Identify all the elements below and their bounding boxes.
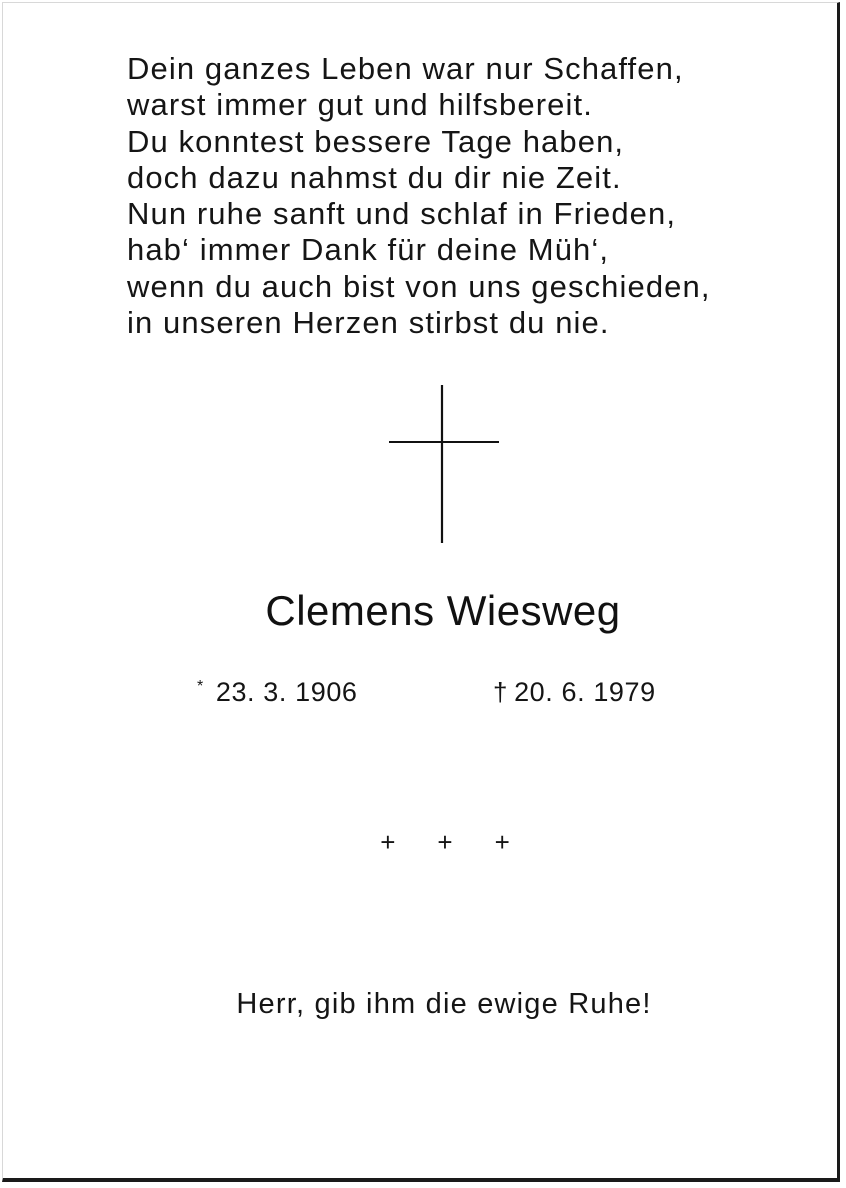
deceased-name: Clemens Wiesweg [265,587,621,634]
closing-prayer: Herr, gib ihm die ewige Ruhe! [236,988,652,1020]
separator-cross: + [437,827,453,857]
death-date-block [493,677,656,708]
poem-line: doch dazu nahmst du dir nie Zeit. [127,159,622,195]
latin-cross-icon [389,385,499,543]
death-symbol: † [493,677,509,707]
separator-cross: + [494,827,510,857]
birth-symbol: * [197,678,204,695]
poem-line: wenn du auch bist von uns geschieden, [127,268,711,304]
memorial-poem [127,51,711,341]
poem-line: in unseren Herzen stirbst du nie. [127,305,610,341]
poem-line: Du konntest bessere Tage haben, [127,123,625,159]
birth-date-block [197,677,358,708]
separator-crosses [3,827,846,858]
poem-line: hab‘ immer Dank für deine Müh‘, [127,232,610,268]
poem-line: warst immer gut und hilfsbereit. [127,87,593,123]
poem-line: Dein ganzes Leben war nur Schaffen, [127,51,684,86]
poem-line: Nun ruhe sanft und schlaf in Frieden, [127,196,677,232]
death-date: 20. 6. 1979 [514,677,656,707]
separator-cross: + [380,827,396,857]
birth-date: 23. 3. 1906 [215,677,358,707]
memorial-card [2,2,840,1182]
